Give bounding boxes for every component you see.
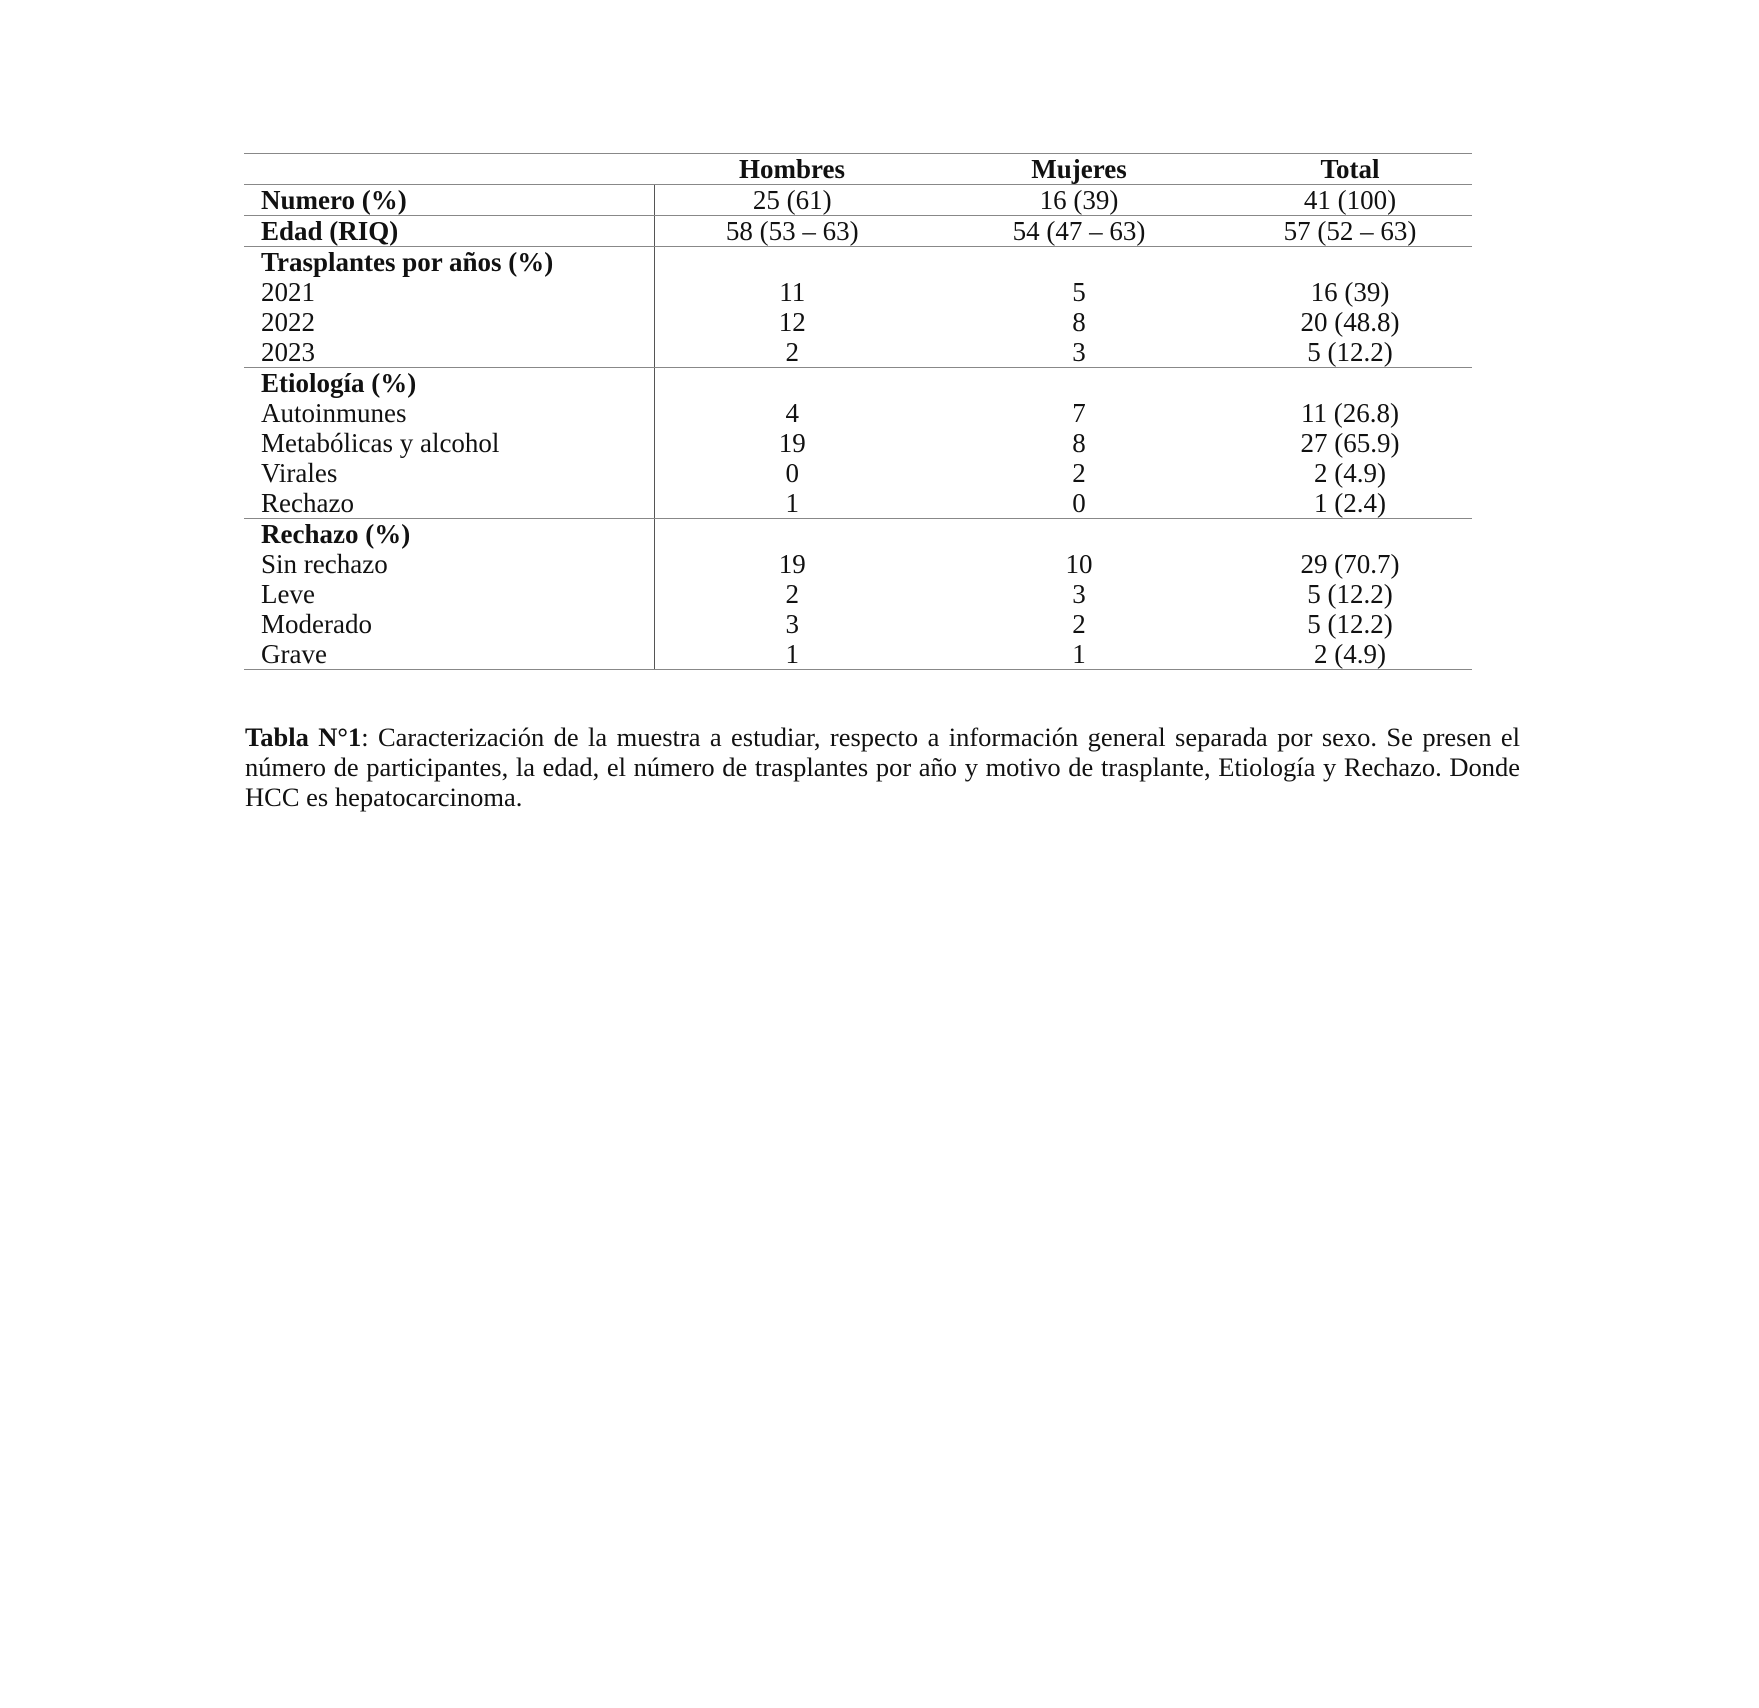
table-header-row [244, 154, 1472, 185]
total-cell: 1 (2.4) [1228, 488, 1472, 519]
hombres-cell: 4 [785, 398, 799, 428]
table-caption [245, 722, 1520, 812]
header-corner [244, 154, 654, 185]
mujeres-cell: 3 [1072, 579, 1086, 609]
section-heading-cell: Rechazo (%) [244, 519, 654, 550]
header-mujeres: Mujeres [930, 154, 1228, 185]
characterization-table [244, 153, 1472, 670]
total-cell [1228, 247, 1472, 278]
total-cell: 27 (65.9) [1300, 428, 1400, 458]
hombres-cell: 19 [778, 428, 806, 458]
total-cell [1228, 519, 1472, 550]
caption-label: Tabla N°1 [245, 722, 362, 752]
hombres-cell: 2 [654, 337, 930, 368]
total-cell: 5 (12.2) [1228, 337, 1472, 368]
mujeres-cell [930, 247, 1228, 278]
table-row [244, 185, 1472, 216]
header-total: Total [1228, 154, 1472, 185]
mujeres-cell: 54 (47 – 63) [930, 216, 1228, 247]
table-row [244, 579, 1472, 609]
total-cell: 5 (12.2) [1307, 579, 1393, 609]
hombres-cell: 0 [785, 458, 799, 488]
row-label-cell: 2023 [244, 337, 654, 368]
table-row [244, 277, 1472, 307]
row-label-cell: Rechazo [244, 488, 654, 519]
total-cell [1228, 368, 1472, 399]
total-cell: 2 (4.9) [1228, 639, 1472, 670]
mujeres-cell: 2 [1072, 609, 1086, 639]
table-row [244, 368, 1472, 399]
table-row [244, 337, 1472, 368]
mujeres-cell [930, 519, 1228, 550]
total-cell: 2 (4.9) [1314, 458, 1386, 488]
row-label-cell: 2021 [244, 277, 654, 307]
total-cell: 16 (39) [1310, 277, 1390, 307]
hombres-cell: 1 [654, 488, 930, 519]
table-row [244, 428, 1472, 458]
hombres-cell: 11 [779, 277, 806, 307]
row-label-cell: Grave [244, 639, 654, 670]
mujeres-cell: 7 [1072, 398, 1086, 428]
mujeres-cell: 8 [1072, 307, 1086, 337]
total-cell: 29 (70.7) [1300, 549, 1400, 579]
hombres-cell: 2 [785, 579, 799, 609]
section-heading-cell: Trasplantes por años (%) [244, 247, 654, 278]
row-label-cell: Metabólicas y alcohol [244, 428, 654, 458]
mujeres-cell: 5 [1072, 277, 1086, 307]
section-heading-cell: Numero (%) [244, 185, 654, 216]
table-row [244, 247, 1472, 278]
table-row [244, 307, 1472, 337]
hombres-cell: 1 [654, 639, 930, 670]
section-heading-cell: Etiología (%) [244, 368, 654, 399]
hombres-cell: 58 (53 – 63) [654, 216, 930, 247]
mujeres-cell: 0 [930, 488, 1228, 519]
table-row [244, 549, 1472, 579]
caption-text: : Caracterización de la muestra a estudiar, respecto a información general separada por sexo. Se presen el número de participantes, la edad, el número de trasplantes por año y motivo de trasplante, Etiología y Rechazo. Donde HCC es hepatocarcinoma. [245, 722, 1521, 812]
mujeres-cell: 3 [930, 337, 1228, 368]
hombres-cell [654, 519, 930, 550]
table-row [244, 488, 1472, 519]
hombres-cell: 19 [778, 549, 806, 579]
mujeres-cell: 1 [930, 639, 1228, 670]
total-cell: 20 (48.8) [1300, 307, 1400, 337]
total-cell: 5 (12.2) [1307, 609, 1393, 639]
mujeres-cell [930, 368, 1228, 399]
mujeres-cell: 10 [1065, 549, 1093, 579]
hombres-cell [654, 368, 930, 399]
mujeres-cell: 16 (39) [930, 185, 1228, 216]
table-body [244, 185, 1472, 670]
row-label-cell: Moderado [244, 609, 654, 639]
total-cell: 11 (26.8) [1301, 398, 1399, 428]
mujeres-cell: 2 [1072, 458, 1086, 488]
row-label-cell: Virales [244, 458, 654, 488]
table-row [244, 398, 1472, 428]
hombres-cell: 25 (61) [654, 185, 930, 216]
total-cell: 41 (100) [1228, 185, 1472, 216]
header-hombres: Hombres [654, 154, 930, 185]
row-label-cell: Autoinmunes [244, 398, 654, 428]
hombres-cell [654, 247, 930, 278]
table-row [244, 609, 1472, 639]
table-row [244, 216, 1472, 247]
section-heading-cell: Edad (RIQ) [244, 216, 654, 247]
row-label-cell: 2022 [244, 307, 654, 337]
mujeres-cell: 8 [1072, 428, 1086, 458]
row-label-cell: Leve [244, 579, 654, 609]
hombres-cell: 3 [785, 609, 799, 639]
table-row [244, 639, 1472, 670]
row-label-cell: Sin rechazo [244, 549, 654, 579]
data-table-container [244, 153, 1472, 670]
hombres-cell: 12 [778, 307, 806, 337]
table-row [244, 458, 1472, 488]
total-cell: 57 (52 – 63) [1228, 216, 1472, 247]
table-row [244, 519, 1472, 550]
